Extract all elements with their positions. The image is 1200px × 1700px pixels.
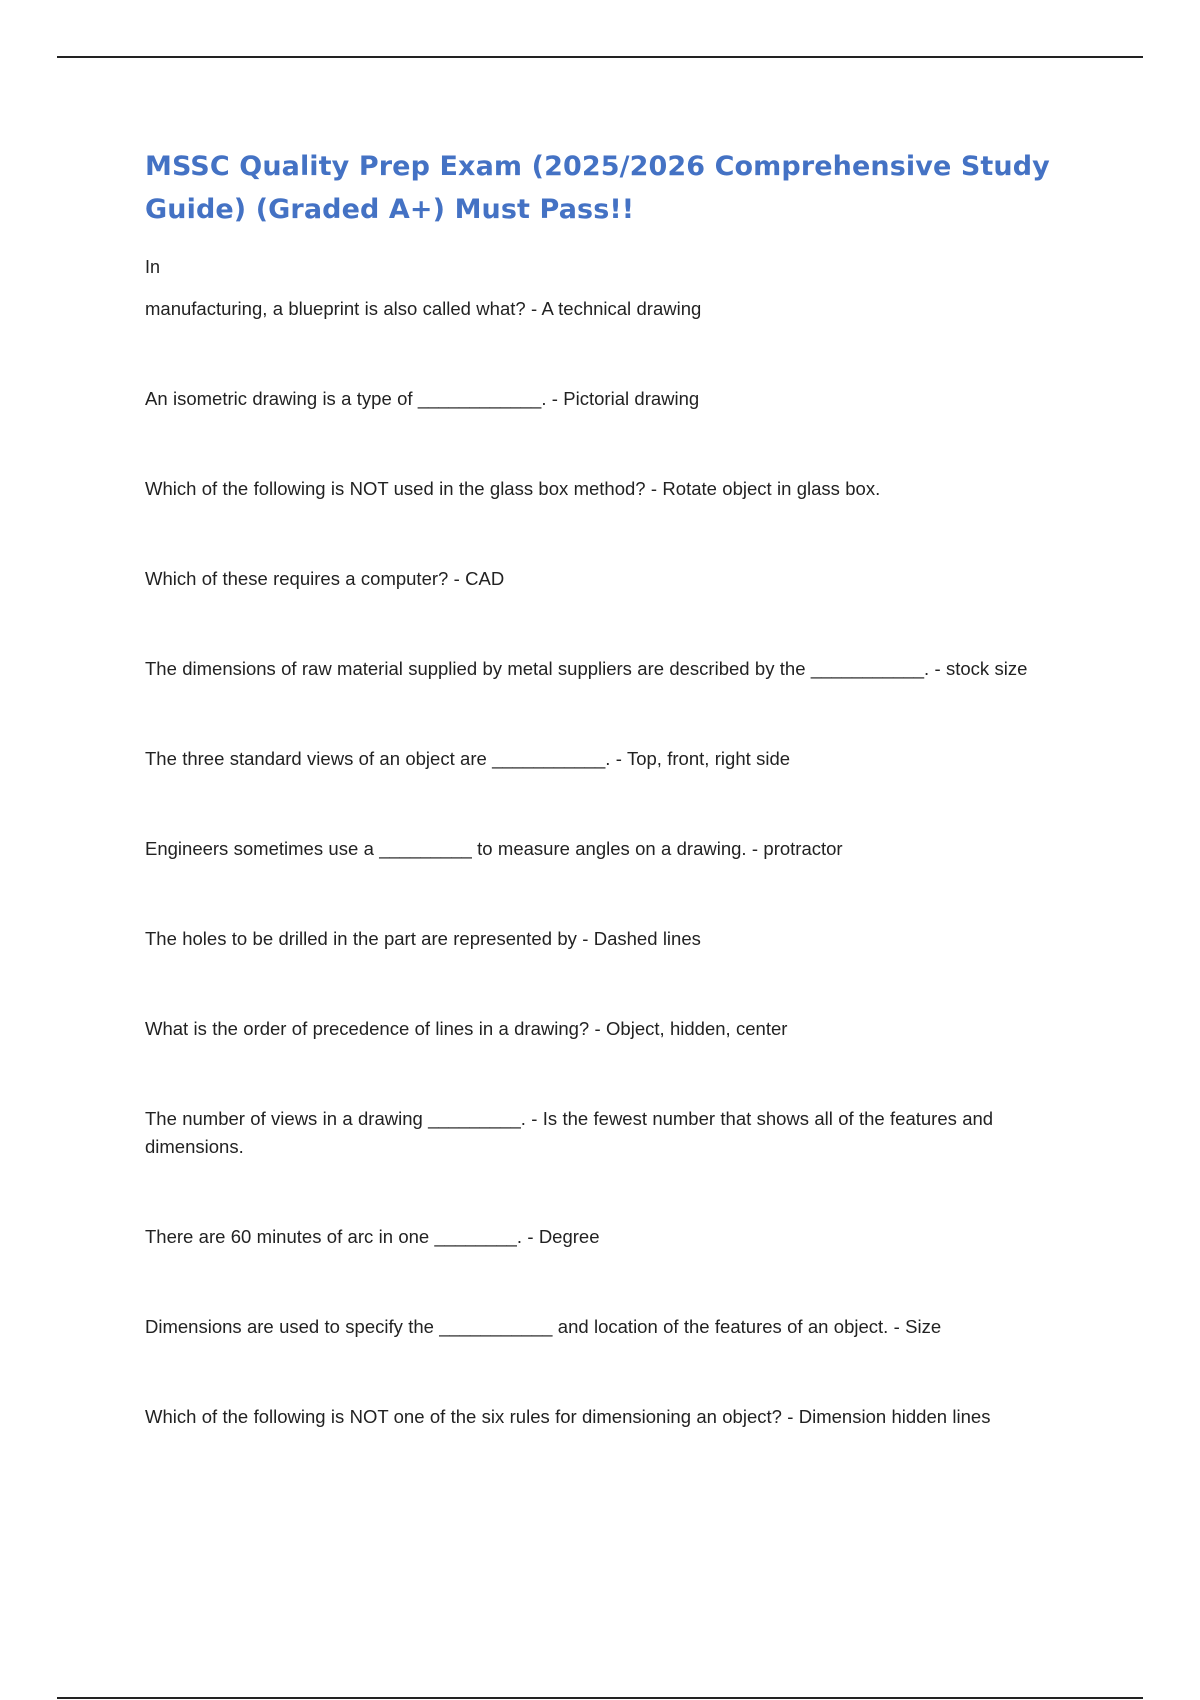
question-item: The dimensions of raw material supplied by metal suppliers are described by the ___________. - stock size [145,658,1028,679]
question-item: What is the order of precedence of lines in a drawing? - Object, hidden, center [145,1018,788,1039]
question-item: Which of the following is NOT used in the glass box method? - Rotate object in glass box. [145,478,881,499]
question-item: Which of the following is NOT one of the six rules for dimensioning an object? - Dimension hidden lines [145,1406,991,1427]
question-item: There are 60 minutes of arc in one ________. - Degree [145,1226,600,1247]
question-item: manufacturing, a blueprint is also called what? - A technical drawing [145,298,702,319]
document-body [145,145,1065,1493]
document-title: MSSC Quality Prep Exam (2025/2026 Comprehensive Study Guide) (Graded A+) Must Pass!! [145,151,1050,225]
question-list [145,295,1065,1431]
question-item: The holes to be drilled in the part are represented by - Dashed lines [145,928,701,949]
question-item: The number of views in a drawing _________. - Is the fewest number that shows all of the features and dimensions. [145,1108,994,1157]
question-item: Dimensions are used to specify the ___________ and location of the features of an object. - Size [145,1316,942,1337]
question-item: Which of these requires a computer? - CAD [145,568,505,589]
footer-rule [57,1697,1143,1699]
question-item: Engineers sometimes use a _________ to measure angles on a drawing. - protractor [145,838,843,859]
question-item: An isometric drawing is a type of ____________. - Pictorial drawing [145,388,700,409]
header-rule [57,56,1143,58]
question-item: The three standard views of an object are ___________. - Top, front, right side [145,748,791,769]
intro-text: In [145,257,161,277]
